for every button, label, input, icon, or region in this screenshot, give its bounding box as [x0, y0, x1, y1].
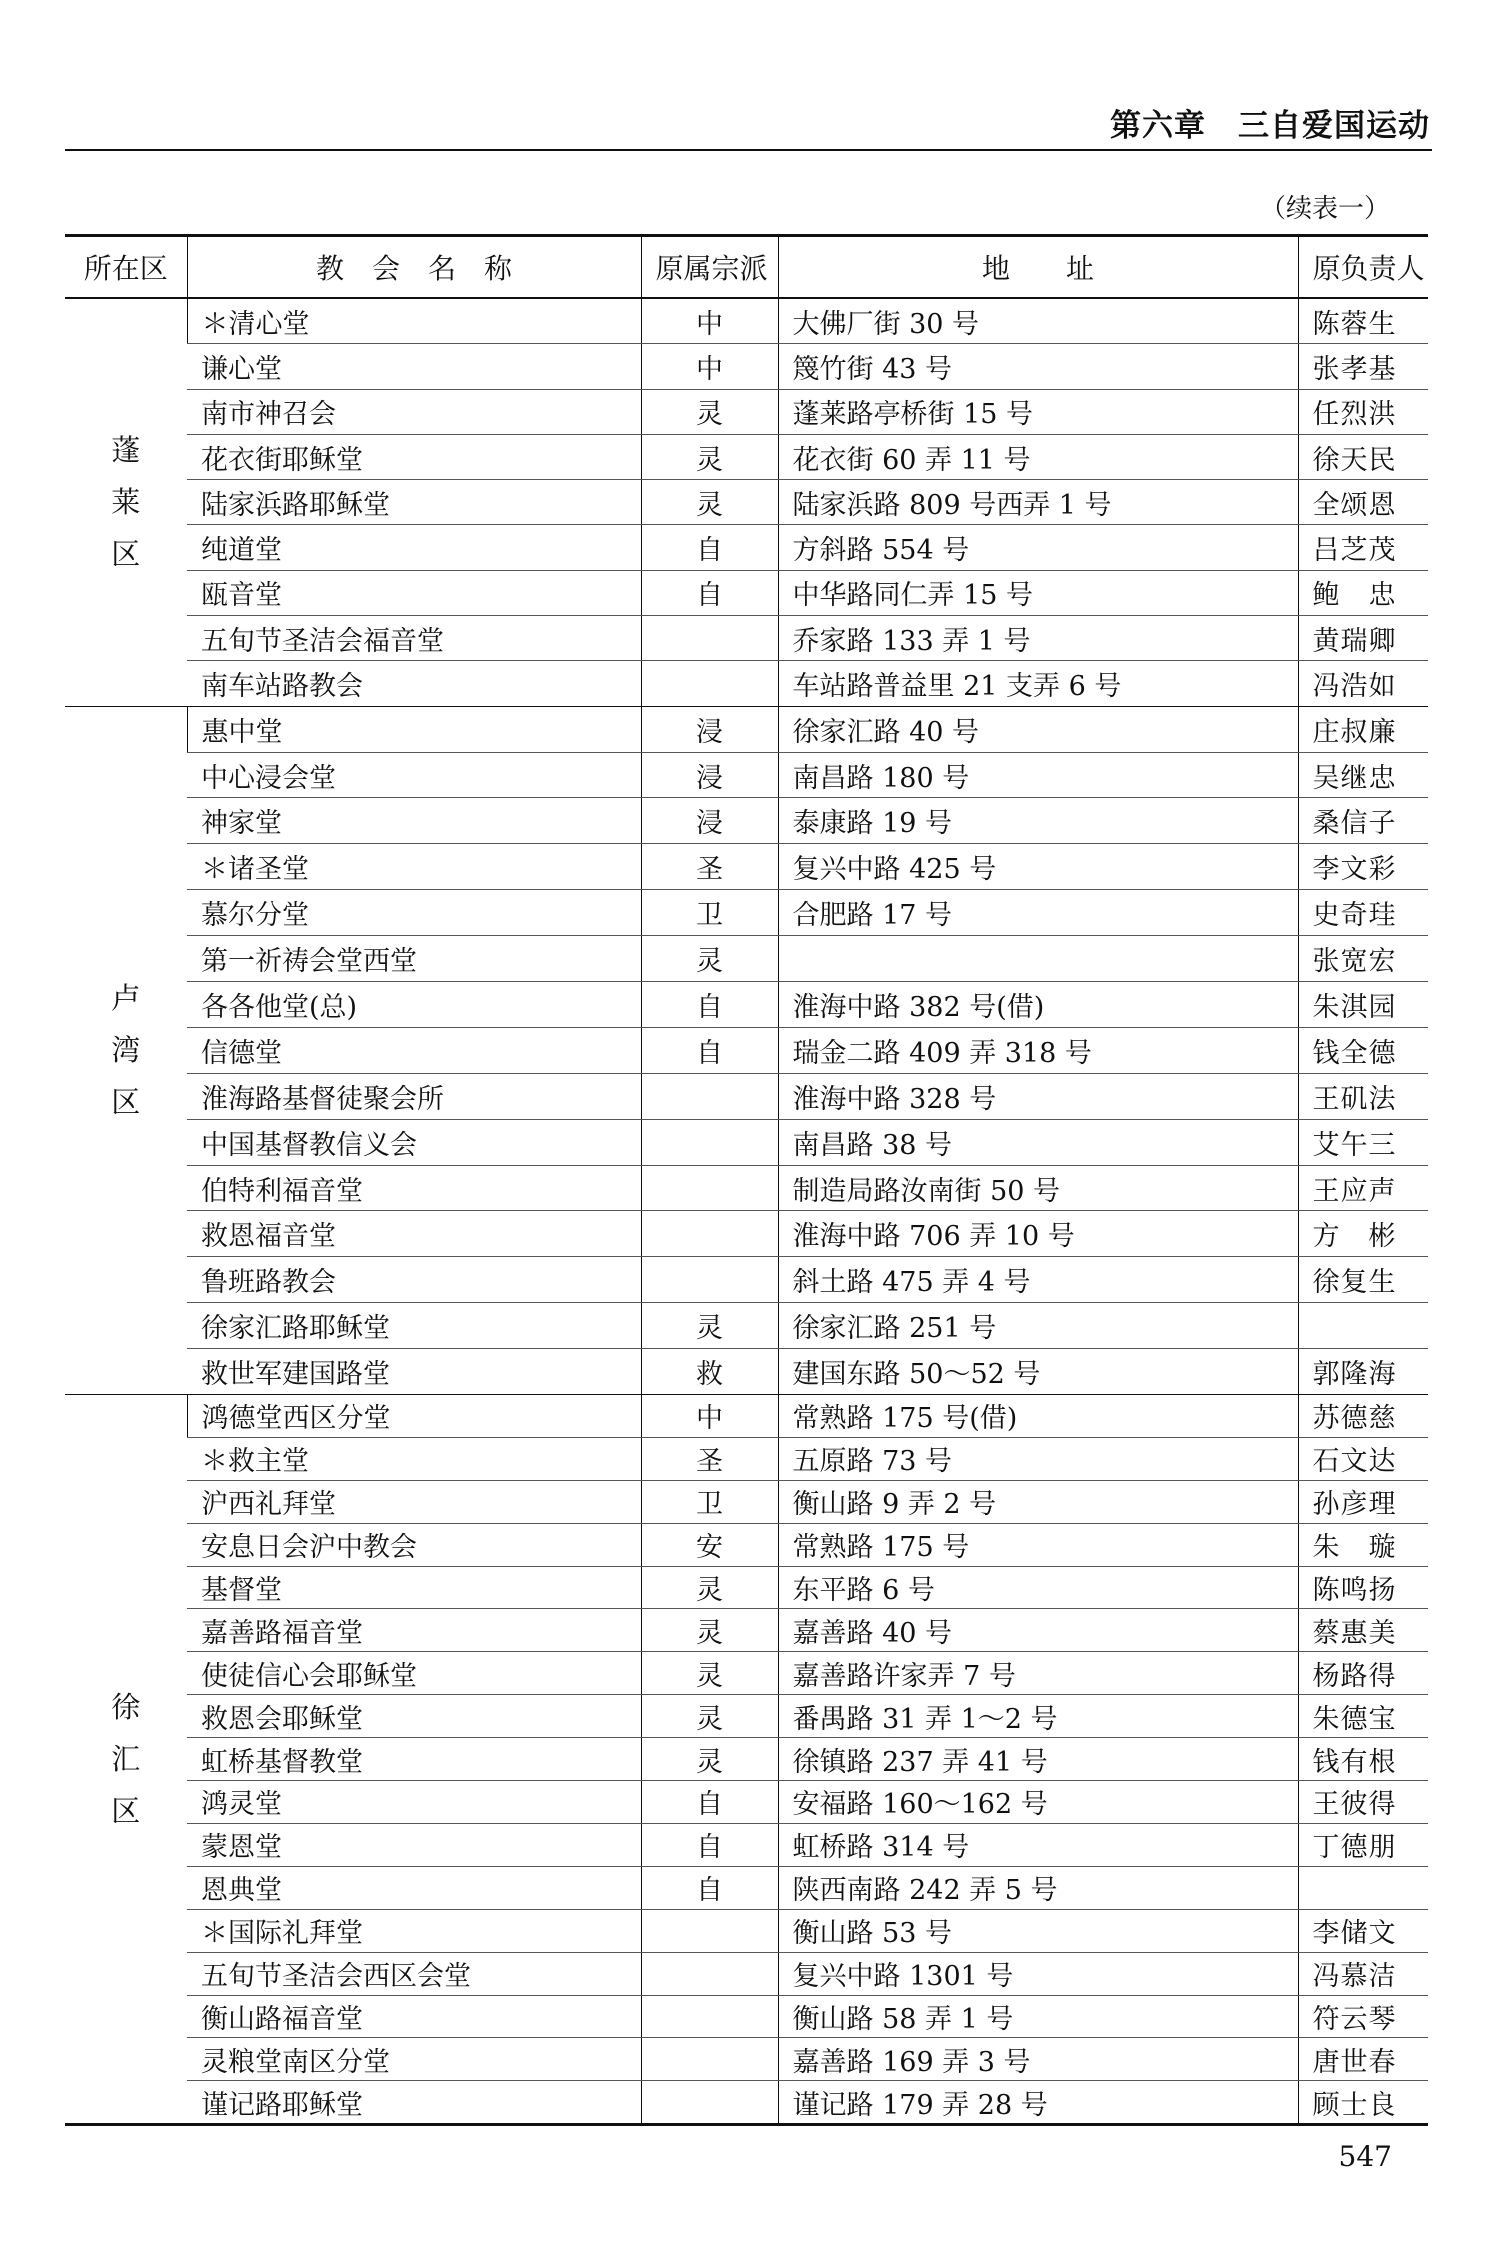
- person-in-charge-cell: 朱 璇: [1298, 1523, 1428, 1566]
- address-cell: 常熟路 175 号: [778, 1523, 1298, 1566]
- address-cell: 花衣街 60 弄 11 号: [778, 434, 1298, 479]
- church-name-cell: 五旬节圣洁会福音堂: [187, 616, 641, 661]
- column-header: 所在区: [65, 236, 187, 299]
- address-cell: 淮海中路 382 号(借): [778, 982, 1298, 1028]
- denomination-cell: [641, 1909, 778, 1952]
- table-row: [65, 1695, 1428, 1738]
- address-cell: 嘉善路许家弄 7 号: [778, 1652, 1298, 1695]
- table-row: [65, 844, 1428, 890]
- church-name-cell: 慕尔分堂: [187, 890, 641, 936]
- church-name-cell: 沪西礼拜堂: [187, 1480, 641, 1523]
- denomination-cell: 自: [641, 1866, 778, 1909]
- denomination-cell: 中: [641, 298, 778, 344]
- person-in-charge-cell: 钱全德: [1298, 1027, 1428, 1073]
- denomination-cell: 自: [641, 1027, 778, 1073]
- denomination-cell: [641, 1952, 778, 1995]
- table-row: [65, 480, 1428, 525]
- denomination-cell: 自: [641, 1823, 778, 1866]
- person-in-charge-cell: 王应声: [1298, 1165, 1428, 1211]
- denomination-cell: [641, 2038, 778, 2081]
- address-cell: 方斜路 554 号: [778, 525, 1298, 570]
- person-in-charge-cell: 朱淇园: [1298, 982, 1428, 1028]
- table-row: [65, 344, 1428, 389]
- church-name-cell: 恩典堂: [187, 1866, 641, 1909]
- column-header: 原负责人: [1298, 236, 1428, 299]
- denomination-cell: 灵: [641, 1566, 778, 1609]
- denomination-cell: 灵: [641, 936, 778, 982]
- church-name-cell: 鸿灵堂: [187, 1781, 641, 1824]
- page-number: 547: [1338, 2140, 1392, 2173]
- table-row: [65, 1909, 1428, 1952]
- table-row: [65, 1823, 1428, 1866]
- table-row: [65, 1995, 1428, 2038]
- table-row: [65, 616, 1428, 661]
- person-in-charge-cell: 李文彩: [1298, 844, 1428, 890]
- address-cell: 中华路同仁弄 15 号: [778, 570, 1298, 615]
- church-name-cell: 各各他堂(总): [187, 982, 641, 1028]
- address-cell: [778, 936, 1298, 982]
- column-header: 地 址: [778, 236, 1298, 299]
- church-name-cell: 惠中堂: [187, 706, 641, 752]
- table-row: [65, 1437, 1428, 1480]
- church-name-cell: 使徒信心会耶稣堂: [187, 1652, 641, 1695]
- person-in-charge-cell: 李储文: [1298, 1909, 1428, 1952]
- denomination-cell: 卫: [641, 890, 778, 936]
- church-name-cell: 南市神召会: [187, 389, 641, 434]
- address-cell: 陆家浜路 809 号西弄 1 号: [778, 480, 1298, 525]
- address-cell: 徐家汇路 40 号: [778, 706, 1298, 752]
- person-in-charge-cell: 庄叔廉: [1298, 706, 1428, 752]
- table-row: [65, 1952, 1428, 1995]
- denomination-cell: 自: [641, 570, 778, 615]
- person-in-charge-cell: 王矶法: [1298, 1073, 1428, 1119]
- church-name-cell: 徐家汇路耶稣堂: [187, 1303, 641, 1349]
- address-cell: 衡山路 58 弄 1 号: [778, 1995, 1298, 2038]
- church-table: [65, 234, 1428, 2126]
- address-cell: 蓬莱路亭桥街 15 号: [778, 389, 1298, 434]
- address-cell: 陕西南路 242 弄 5 号: [778, 1866, 1298, 1909]
- district-label: 蓬 莱 区: [111, 433, 141, 572]
- church-name-cell: 基督堂: [187, 1566, 641, 1609]
- denomination-cell: 卫: [641, 1480, 778, 1523]
- denomination-cell: 灵: [641, 434, 778, 479]
- denomination-cell: 自: [641, 982, 778, 1028]
- address-cell: 复兴中路 1301 号: [778, 1952, 1298, 1995]
- address-cell: 衡山路 9 弄 2 号: [778, 1480, 1298, 1523]
- person-in-charge-cell: 唐世春: [1298, 2038, 1428, 2081]
- person-in-charge-cell: 蔡惠美: [1298, 1609, 1428, 1652]
- church-name-cell: 第一祈祷会堂西堂: [187, 936, 641, 982]
- table-row: [65, 1119, 1428, 1165]
- district-label: 卢 湾 区: [111, 981, 141, 1120]
- person-in-charge-cell: 符云琴: [1298, 1995, 1428, 2038]
- denomination-cell: 浸: [641, 798, 778, 844]
- column-header: 原属宗派: [641, 236, 778, 299]
- address-cell: 复兴中路 425 号: [778, 844, 1298, 890]
- address-cell: 南昌路 38 号: [778, 1119, 1298, 1165]
- denomination-cell: 圣: [641, 844, 778, 890]
- church-name-cell: 花衣街耶稣堂: [187, 434, 641, 479]
- church-name-cell: 纯道堂: [187, 525, 641, 570]
- table-row: [65, 1027, 1428, 1073]
- person-in-charge-cell: 黄瑞卿: [1298, 616, 1428, 661]
- table-row: [65, 1073, 1428, 1119]
- table-row: [65, 1609, 1428, 1652]
- table-header-row: [65, 236, 1428, 299]
- person-in-charge-cell: 冯慕洁: [1298, 1952, 1428, 1995]
- church-name-cell: 救恩会耶稣堂: [187, 1695, 641, 1738]
- table-row: [65, 570, 1428, 615]
- church-name-cell: 神家堂: [187, 798, 641, 844]
- table-row: [65, 706, 1428, 752]
- address-cell: 衡山路 53 号: [778, 1909, 1298, 1952]
- table-row: [65, 1349, 1428, 1395]
- denomination-cell: 灵: [641, 1609, 778, 1652]
- person-in-charge-cell: 顾士良: [1298, 2081, 1428, 2125]
- address-cell: 建国东路 50～52 号: [778, 1349, 1298, 1395]
- table-row: [65, 1652, 1428, 1695]
- table-row: [65, 798, 1428, 844]
- address-cell: 大佛厂街 30 号: [778, 298, 1298, 344]
- table-row: [65, 2038, 1428, 2081]
- table-row: [65, 1395, 1428, 1438]
- denomination-cell: [641, 1073, 778, 1119]
- address-cell: 篾竹街 43 号: [778, 344, 1298, 389]
- person-in-charge-cell: 石文达: [1298, 1437, 1428, 1480]
- person-in-charge-cell: 陈蓉生: [1298, 298, 1428, 344]
- address-cell: 嘉善路 169 弄 3 号: [778, 2038, 1298, 2081]
- address-cell: 泰康路 19 号: [778, 798, 1298, 844]
- denomination-cell: [641, 2081, 778, 2125]
- column-header: 教 会 名 称: [187, 236, 641, 299]
- denomination-cell: 灵: [641, 389, 778, 434]
- person-in-charge-cell: 孙彦理: [1298, 1480, 1428, 1523]
- address-cell: 制造局路汝南街 50 号: [778, 1165, 1298, 1211]
- person-in-charge-cell: 吕芝茂: [1298, 525, 1428, 570]
- person-in-charge-cell: 丁德朋: [1298, 1823, 1428, 1866]
- church-name-cell: ＊国际礼拜堂: [187, 1909, 641, 1952]
- address-cell: 车站路普益里 21 支弄 6 号: [778, 661, 1298, 706]
- address-cell: 淮海中路 328 号: [778, 1073, 1298, 1119]
- church-name-cell: 鸿德堂西区分堂: [187, 1395, 641, 1438]
- denomination-cell: 救: [641, 1349, 778, 1395]
- table-continuation-label: （续表一）: [1259, 194, 1390, 224]
- person-in-charge-cell: 张孝基: [1298, 344, 1428, 389]
- district-cell: [65, 1395, 187, 2125]
- table-row: [65, 1165, 1428, 1211]
- denomination-cell: 浸: [641, 752, 778, 798]
- table-row: [65, 936, 1428, 982]
- address-cell: 谨记路 179 弄 28 号: [778, 2081, 1298, 2125]
- denomination-cell: 灵: [641, 480, 778, 525]
- table-row: [65, 1480, 1428, 1523]
- church-name-cell: 救恩福音堂: [187, 1211, 641, 1257]
- address-cell: 合肥路 17 号: [778, 890, 1298, 936]
- church-name-cell: 安息日会沪中教会: [187, 1523, 641, 1566]
- person-in-charge-cell: 鲍 忠: [1298, 570, 1428, 615]
- person-in-charge-cell: 陈鸣扬: [1298, 1566, 1428, 1609]
- address-cell: 番禺路 31 弄 1～2 号: [778, 1695, 1298, 1738]
- church-name-cell: 嘉善路福音堂: [187, 1609, 641, 1652]
- church-name-cell: 鲁班路教会: [187, 1257, 641, 1303]
- church-name-cell: 中心浸会堂: [187, 752, 641, 798]
- church-name-cell: 谨记路耶稣堂: [187, 2081, 641, 2125]
- person-in-charge-cell: 全颂恩: [1298, 480, 1428, 525]
- person-in-charge-cell: 徐天民: [1298, 434, 1428, 479]
- table-row: [65, 1523, 1428, 1566]
- table-row: [65, 525, 1428, 570]
- district-label: 徐 汇 区: [111, 1690, 141, 1829]
- denomination-cell: [641, 1257, 778, 1303]
- denomination-cell: 灵: [641, 1738, 778, 1781]
- table-row: [65, 1303, 1428, 1349]
- denomination-cell: 灵: [641, 1652, 778, 1695]
- denomination-cell: 安: [641, 1523, 778, 1566]
- denomination-cell: [641, 1995, 778, 2038]
- church-name-cell: 瓯音堂: [187, 570, 641, 615]
- denomination-cell: 中: [641, 1395, 778, 1438]
- church-name-cell: 救世军建国路堂: [187, 1349, 641, 1395]
- table-row: [65, 298, 1428, 344]
- church-name-cell: 信德堂: [187, 1027, 641, 1073]
- person-in-charge-cell: [1298, 1866, 1428, 1909]
- address-cell: 徐家汇路 251 号: [778, 1303, 1298, 1349]
- table-row: [65, 1866, 1428, 1909]
- table-row: [65, 982, 1428, 1028]
- denomination-cell: [641, 1119, 778, 1165]
- table-row: [65, 1566, 1428, 1609]
- address-cell: 虹桥路 314 号: [778, 1823, 1298, 1866]
- address-cell: 嘉善路 40 号: [778, 1609, 1298, 1652]
- table-row: [65, 752, 1428, 798]
- church-name-cell: 伯特利福音堂: [187, 1165, 641, 1211]
- church-name-cell: 蒙恩堂: [187, 1823, 641, 1866]
- table-row: [65, 661, 1428, 706]
- denomination-cell: [641, 616, 778, 661]
- address-cell: 斜土路 475 弄 4 号: [778, 1257, 1298, 1303]
- table-row: [65, 2081, 1428, 2125]
- person-in-charge-cell: 史奇珪: [1298, 890, 1428, 936]
- church-name-cell: 灵粮堂南区分堂: [187, 2038, 641, 2081]
- denomination-cell: [641, 1165, 778, 1211]
- church-name-cell: ＊清心堂: [187, 298, 641, 344]
- denomination-cell: 灵: [641, 1695, 778, 1738]
- denomination-cell: 自: [641, 1781, 778, 1824]
- person-in-charge-cell: 王彼得: [1298, 1781, 1428, 1824]
- person-in-charge-cell: 杨路得: [1298, 1652, 1428, 1695]
- address-cell: 淮海中路 706 弄 10 号: [778, 1211, 1298, 1257]
- table-row: [65, 1211, 1428, 1257]
- denomination-cell: 自: [641, 525, 778, 570]
- denomination-cell: 中: [641, 344, 778, 389]
- denomination-cell: 浸: [641, 706, 778, 752]
- person-in-charge-cell: [1298, 1303, 1428, 1349]
- denomination-cell: 灵: [641, 1303, 778, 1349]
- address-cell: 徐镇路 237 弄 41 号: [778, 1738, 1298, 1781]
- header-rule: [65, 149, 1432, 151]
- church-name-cell: 中国基督教信义会: [187, 1119, 641, 1165]
- district-cell: [65, 298, 187, 706]
- table-row: [65, 389, 1428, 434]
- table-row: [65, 890, 1428, 936]
- address-cell: 瑞金二路 409 弄 318 号: [778, 1027, 1298, 1073]
- person-in-charge-cell: 桑信子: [1298, 798, 1428, 844]
- church-name-cell: 虹桥基督教堂: [187, 1738, 641, 1781]
- person-in-charge-cell: 徐复生: [1298, 1257, 1428, 1303]
- person-in-charge-cell: 吴继忠: [1298, 752, 1428, 798]
- chapter-title: 第六章 三自爱国运动: [1110, 108, 1430, 144]
- person-in-charge-cell: 冯浩如: [1298, 661, 1428, 706]
- denomination-cell: 圣: [641, 1437, 778, 1480]
- person-in-charge-cell: 朱德宝: [1298, 1695, 1428, 1738]
- district-cell: [65, 706, 187, 1394]
- person-in-charge-cell: 任烈洪: [1298, 389, 1428, 434]
- church-name-cell: 淮海路基督徒聚会所: [187, 1073, 641, 1119]
- person-in-charge-cell: 郭隆海: [1298, 1349, 1428, 1395]
- denomination-cell: [641, 1211, 778, 1257]
- table-body: [65, 298, 1428, 2125]
- address-cell: 东平路 6 号: [778, 1566, 1298, 1609]
- address-cell: 南昌路 180 号: [778, 752, 1298, 798]
- church-name-cell: ＊诸圣堂: [187, 844, 641, 890]
- person-in-charge-cell: 艾午三: [1298, 1119, 1428, 1165]
- address-cell: 安福路 160～162 号: [778, 1781, 1298, 1824]
- table-row: [65, 1738, 1428, 1781]
- person-in-charge-cell: 方 彬: [1298, 1211, 1428, 1257]
- person-in-charge-cell: 张宽宏: [1298, 936, 1428, 982]
- church-name-cell: 陆家浜路耶稣堂: [187, 480, 641, 525]
- church-name-cell: 五旬节圣洁会西区会堂: [187, 1952, 641, 1995]
- table-row: [65, 434, 1428, 479]
- table-row: [65, 1257, 1428, 1303]
- church-name-cell: ＊救主堂: [187, 1437, 641, 1480]
- address-cell: 乔家路 133 弄 1 号: [778, 616, 1298, 661]
- address-cell: 常熟路 175 号(借): [778, 1395, 1298, 1438]
- church-name-cell: 谦心堂: [187, 344, 641, 389]
- church-name-cell: 衡山路福音堂: [187, 1995, 641, 2038]
- church-name-cell: 南车站路教会: [187, 661, 641, 706]
- person-in-charge-cell: 苏德慈: [1298, 1395, 1428, 1438]
- table-row: [65, 1781, 1428, 1824]
- denomination-cell: [641, 661, 778, 706]
- address-cell: 五原路 73 号: [778, 1437, 1298, 1480]
- person-in-charge-cell: 钱有根: [1298, 1738, 1428, 1781]
